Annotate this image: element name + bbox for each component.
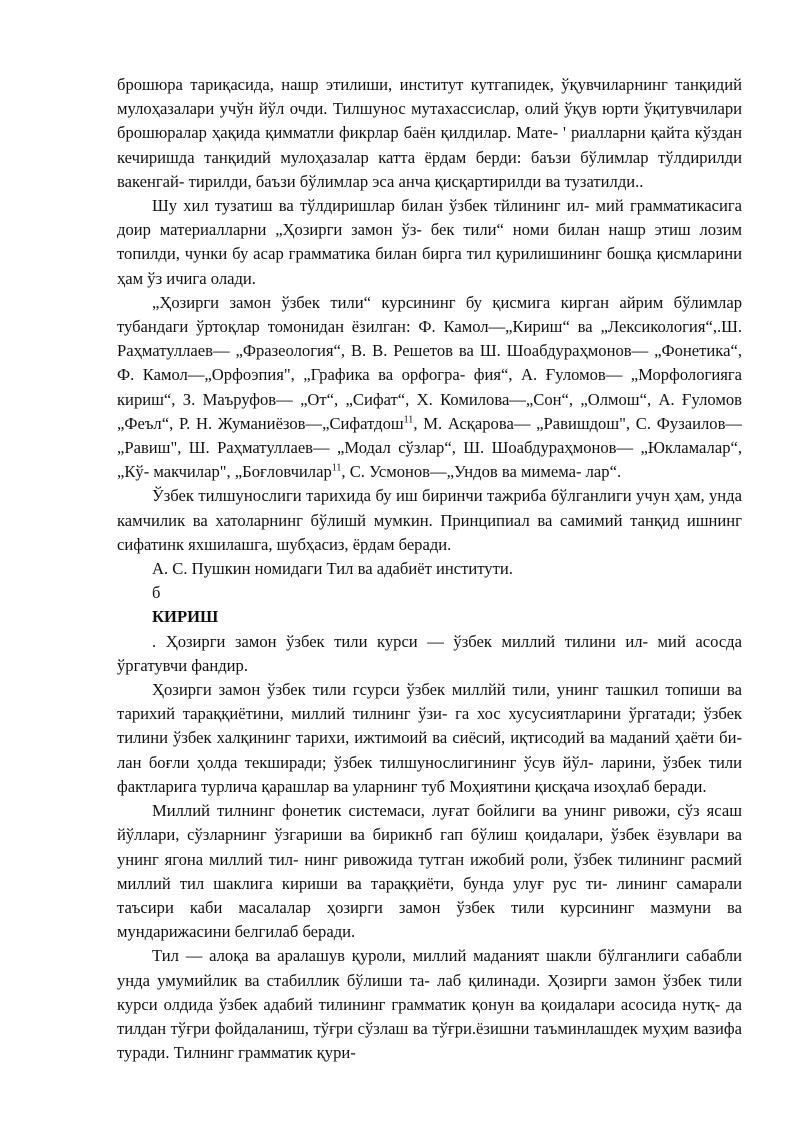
stray-letter: б xyxy=(152,583,161,603)
authors-text-part-3: , С. Усмонов—„Ундов ва мимема- лар“. xyxy=(341,462,622,482)
paragraph-language-communication: Тил — алоқа ва аралашув қуроли, миллий маданият шакли бўлганлиги сабабли унда умумийлик ва стабиллик бўлиши та- лаб қилинади. Ҳозирги замон ўзбек тили курси олдида ўзбек адабий тилининг грамматик қонун ва қоидалари асосида нутқ- да тилдан тўғри фойдаланиш, тўғри сўзлаш ва тўғри.ёзишни таъминлашдек муҳим вазифа туради. Тилнинг грамматик қури- xyxy=(117,946,742,1063)
paragraph-first-experience: Ўзбек тилшунослиги тарихида бу иш биринчи тажриба бўлганлиги учун ҳам, унда камчилик ва хатоларнинг бўлишй мумкин. Принципиал ва самимий танқид ишнинг сифатинк яхшилашга, шубҳасиз, ёрдам беради. xyxy=(117,486,742,554)
footnote-mark: 11 xyxy=(403,414,414,426)
paragraph-corrections: Шу хил тузатиш ва тўлдиришлар билан ўзбек тйлининг ил- мий грамматикасига доир материалларни „Ҳозирги замон ўз- бек тили“ номи билан нашр этиш лозим топилди, чунки бу асар грамматика билан бирга тил қурилишининг бошқа қисмларини ҳам ўз ичига олади. xyxy=(117,196,742,288)
footnote-mark: 11 xyxy=(331,462,342,474)
paragraph-course-scope: Ҳозирги замон ўзбек тили гсурси ўзбек миллйй тили, унинг ташкил топиши ва тарихий тараққиётини, миллий тилнинг ўзи- га хос хусусиятларини ўргатади; ўзбек тилини ўзбек халқининг тарихи, ижтимоий ва сиёсий, иқтисодий ва маданий ҳаёти би- лан боғли ҳолда текширади; ўзбек тилшунослигининг ўсув йўл- ларини, ўзбек тили фактларига турлича қарашлар ва уларнинг туб Моҳиятини қисқача изоҳлаб беради. xyxy=(117,680,742,796)
institute-signature: А. С. Пушкин номидаги Тил ва адабиёт институти. xyxy=(152,559,513,579)
authors-text-part-2: , М. Асқарова— „Равишдош", С. Фузаилов— „Равиш", Ш. Раҳматуллаев— „Модал сўзлар“, Ш. Шоабдураҳмонов— „Юкламалар“, „Кў- макчилар", „Боғловчилар xyxy=(117,413,742,482)
paragraph-course-definition: . Ҳозирги замон ўзбек тили курси — ўзбек миллий тилини ил- мий асосда ўргатувчи фандир. xyxy=(117,631,742,675)
authors-text-part-1: „Ҳозирги замон ўзбек тили“ курсининг бу қисмига кирган айрим бўлимлар тубандаги ўртоқлар томонидан ёзилган: Ф. Камол—„Кириш“ ва „Лексикология“,.Ш. Раҳматуллаев— „Фразеология“, В. В. Решетов ва Ш. Шоабдураҳмонов— „Фонетика“, Ф. Камол—„Орфоэпия", „Графика ва орфогра- фия“, А. Ғуломов— „Морфологияга кириш“, З. Маъруфов— „От“, „Сифат“, X. Комилова—„Сон“, „Олмош“, А. Ғуломов „Феъл“, Р. Н. Жуманиёзов—„Сифатдош xyxy=(117,292,742,433)
paragraph-phonetic-system: Миллий тилнинг фонетик системаси, луғат бойлиги ва унинг ривожи, сўз ясаш йўллари, сўзларнинг ўзгариши ва бирикнб гап бўлиш қоидалари, ўзбек ёзувлари ва унинг ягона миллий тил- нинг ривожида тутган ижобий роли, ўзбек тилининг расмий миллий тил шаклига кириши ва тараққиёти, бунда улуғ рус ти- лининг самарали таъсири каби масалалар ҳозирги замон ўзбек тили курсининг мазмуни ва мундарижасини белгилаб беради. xyxy=(117,801,742,942)
paragraph-brochure: брошюра тариқасида, нашр этилиши, институт кутгапидек, ўқувчиларнинг танқидий мулоҳазалари учўн йўл очди. Тилшунос мутахассислар, олий ўқув юрти ўқитувчилари брошюралар ҳақида қимматли фикрлар баён қилдилар. Мате- ' риалларни қайта кўздан кечиришда танқидий мулоҳазалар катта ёрдам берди: баъзи бўлимлар тўлдирилди вакенгай- тирилди, баъзи бўлимлар эса анча қисқартирилди ва тузатилди.. xyxy=(117,75,742,191)
document-page xyxy=(117,73,742,1065)
section-heading-kirish: КИРИШ xyxy=(152,607,219,627)
paragraph-authors xyxy=(117,291,742,485)
